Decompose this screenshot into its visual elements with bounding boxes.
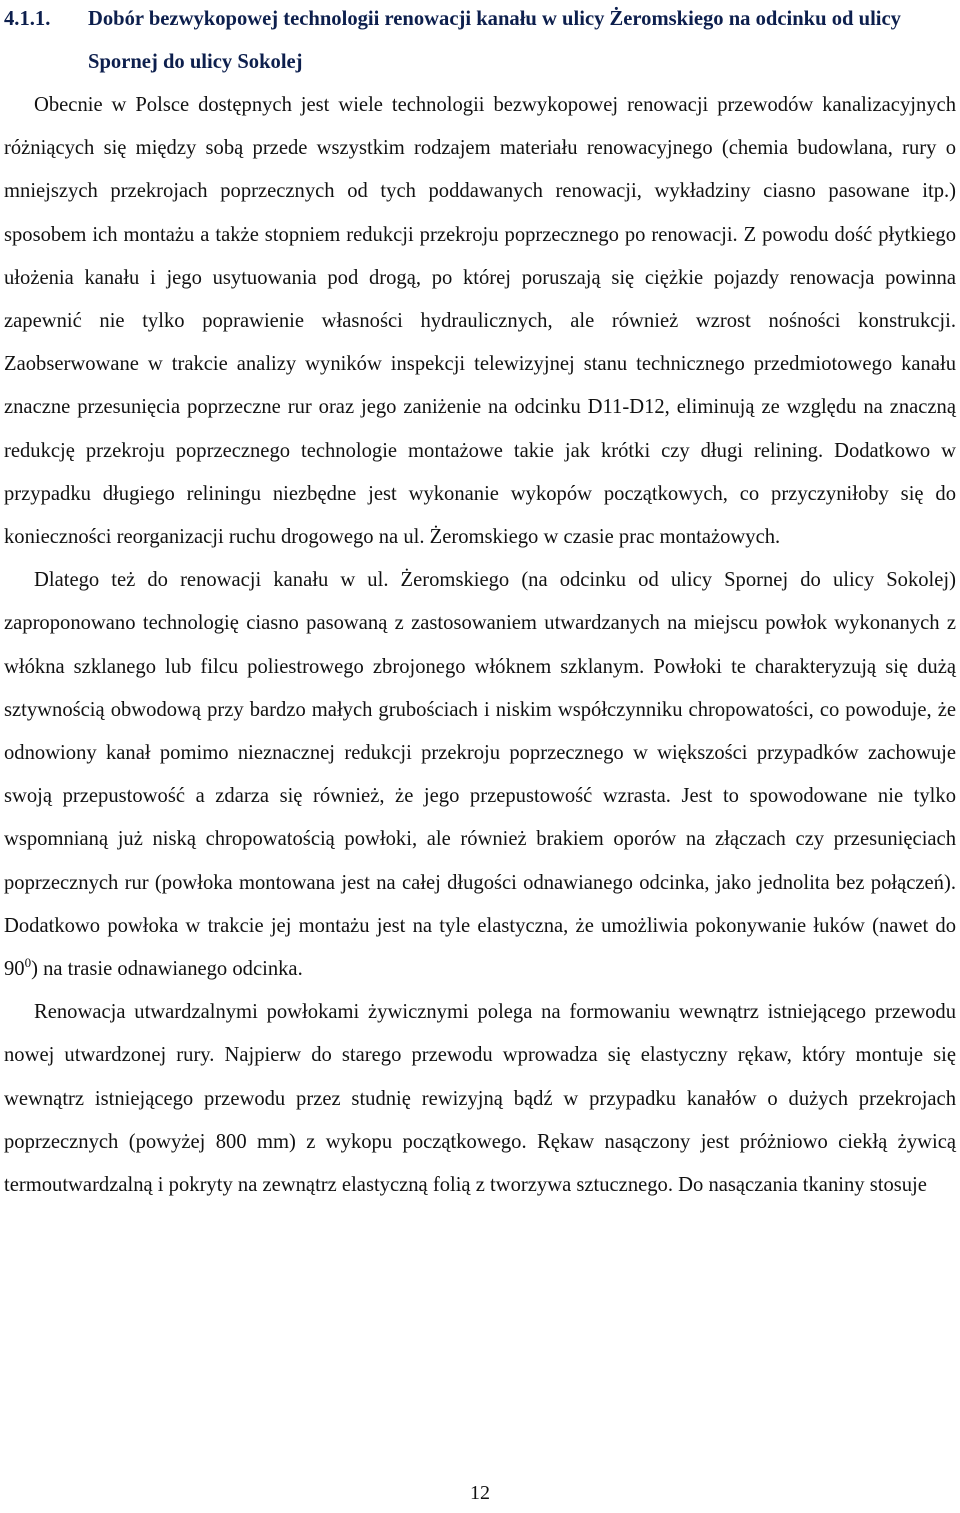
- section-title: Dobór bezwykopowej technologii renowacji kanału w ulicy Żeromskiego na odcinku od ulicy Spornej do ulicy Sokolej: [88, 8, 901, 73]
- paragraph-1: Obecnie w Polsce dostępnych jest wiele technologii bezwykopowej renowacji przewodów kanalizacyjnych różniących się między sobą przede wszystkim rodzajem materiału renowacyjnego (chemia budowlana, rury o mniejszych przekrojach poprzecznych od tych poddawanych renowacji, wykładziny ciasno pasowane itp.) sposobem ich montażu a także stopniem redukcji przekroju poprzecznego po renowacji. Z powodu dość płytkiego ułożenia kanału i jego usytuowania pod drogą, po której poruszają się ciężkie pojazdy renowacja powinna zapewnić nie tylko poprawienie własności hydraulicznych, ale również wzrost nośności konstrukcji. Zaobserwowane w trakcie analizy wyników inspekcji telewizyjnej stanu technicznego przedmiotowego kanału znaczne przesunięcia poprzeczne rur oraz jego zaniżenie na odcinku D11-D12, eliminują ze względu na znaczną redukcję przekroju poprzecznego technologie montażowe takie jak krótki czy długi relining. Dodatkowo w przypadku długiego reliningu niezbędne jest wykonanie wykopów początkowych, co przyczyniłoby się do konieczności reorganizacji ruchu drogowego na ul. Żeromskiego w czasie prac montażowych.: [4, 94, 956, 549]
- section-heading: [4, 0, 956, 84]
- section-number: 4.1.1.: [4, 8, 51, 30]
- paragraph-3: Renowacja utwardzalnymi powłokami żywicznymi polega na formowaniu wewnątrz istniejącego przewodu nowej utwardzonej rury. Najpierw do starego przewodu wprowadza się elastyczny rękaw, który montuje się wewnątrz istniejącego przewodu przez studnię rewizyjną bądź w przypadku kanałów o dużych przekrojach poprzecznych (powyżej 800 mm) z wykopu początkowego. Rękaw nasączony jest próżniowo ciekłą żywicą termoutwardzalną i pokryty na zewnątrz elastyczną folią z tworzywa sztucznego. Do nasączania tkaniny stosuje: [4, 1001, 956, 1197]
- page-number: 12: [470, 1482, 490, 1504]
- degree-superscript: 0: [24, 955, 32, 971]
- document-page: [4, 0, 956, 1207]
- paragraph-2-text: Dlatego też do renowacji kanału w ul. Żeromskiego (na odcinku od ulicy Spornej do ulicy Sokolej) zaproponowano technologię ciasno pasowaną z zastosowaniem utwardzanych na miejscu powłok wykonanych z włókna szklanego lub filcu poliestrowego zbrojonego włóknem szklanym. Powłoki te charakteryzują się dużą sztywnością obwodową przy bardzo małych grubościach i niskim współczynniku chropowatości, co powoduje, że odnowiony kanał pomimo nieznacznej redukcji przekroju poprzecznego w większości przypadków zachowuje swoją przepustowość a zdarza się również, że jego przepustowość wzrasta. Jest to spowodowane nie tylko wspomnianą już niską chropowatością powłoki, ale również brakiem oporów na złączach czy przesunięciach poprzecznych rur (powłoka montowana jest na całej długości odnawianego odcinka, jako jednolita bez połączeń). Dodatkowo powłoka w trakcie jej montażu jest na tyle elastyczna, że umożliwia pokonywanie łuków (nawet do 90: [4, 569, 956, 981]
- paragraph-2: [4, 559, 956, 991]
- paragraph-2-tail: ) na trasie odnawianego odcinka.: [31, 958, 303, 981]
